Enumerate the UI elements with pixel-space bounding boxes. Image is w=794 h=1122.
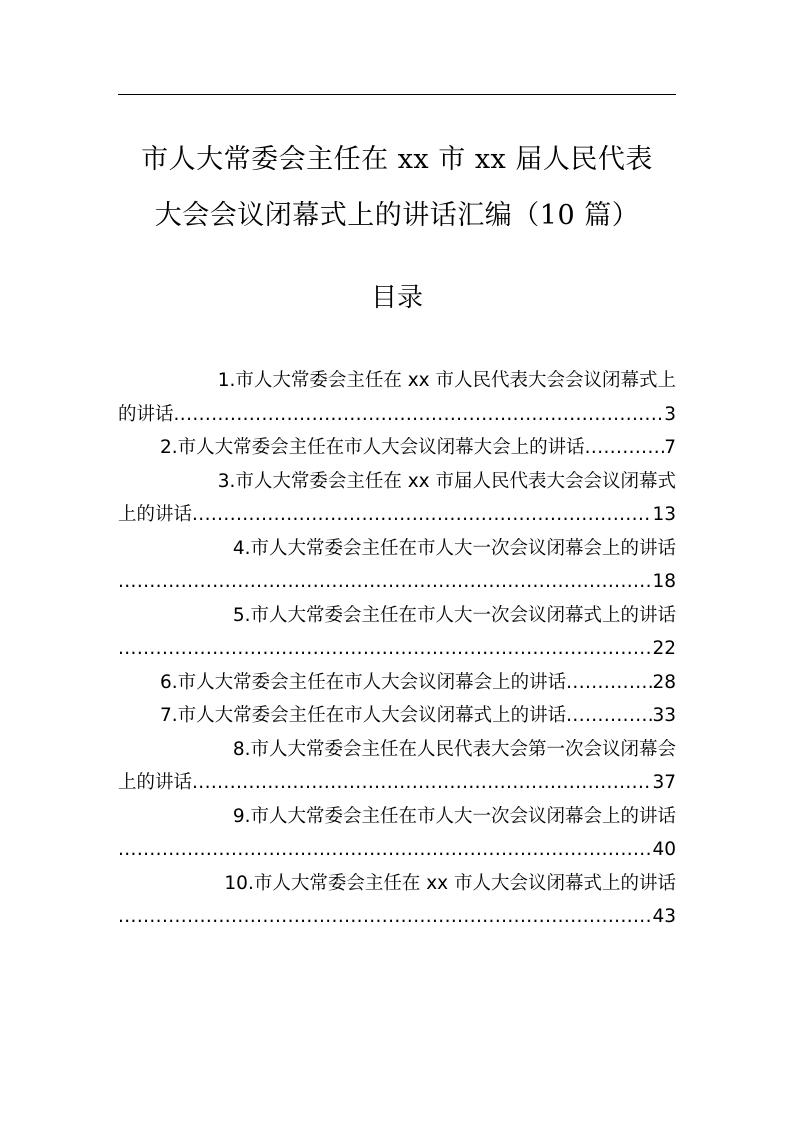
toc-leader-dots — [174, 398, 665, 432]
toc-entry-9[interactable] — [118, 800, 676, 867]
toc-leader-dots — [566, 666, 652, 700]
toc-entry-6[interactable] — [118, 666, 676, 700]
toc-entry-8[interactable] — [118, 733, 676, 800]
toc-page-number: 7 — [664, 437, 676, 458]
toc-page-number: 43 — [652, 906, 676, 927]
toc-entry-text: 6.市人大常委会主任在市人大会议闭幕会上的讲话 — [160, 671, 567, 693]
toc-entry-text: 2.市人大常委会主任在市人大会议闭幕大会上的讲话 — [160, 437, 585, 458]
toc-leader-dots — [118, 833, 652, 867]
toc-leader-dots — [585, 431, 665, 465]
toc-entry-2[interactable] — [118, 431, 676, 465]
toc-leader-dots — [118, 900, 652, 934]
toc-entry-text-continued: 上的讲话 — [118, 504, 193, 525]
toc-entry-text: 1.市人大常委会主任在 xx 市人民代表大会会议闭幕式上 — [217, 370, 676, 391]
toc-entry-text: 4.市人大常委会主任在市人大一次会议闭幕会上的讲话 — [232, 537, 676, 559]
toc-entry-text: 5.市人大常委会主任在市人大一次会议闭幕式上的讲话 — [232, 604, 676, 626]
toc-heading: 目录 — [370, 283, 423, 313]
toc-entry-7[interactable] — [118, 699, 676, 733]
toc-entry-text: 9.市人大常委会主任在市人大一次会议闭幕会上的讲话 — [232, 805, 676, 827]
toc-entry-3[interactable] — [118, 465, 676, 532]
toc-entry-text: 3.市人大常委会主任在 xx 市届人民代表大会会议闭幕式 — [217, 470, 676, 492]
document-title-line-2: 大会会议闭幕式上的讲话汇编（10 篇） — [154, 200, 640, 231]
toc-entry-text: 7.市人大常委会主任在市人大会议闭幕式上的讲话 — [160, 705, 567, 726]
toc-page-number: 28 — [652, 671, 676, 693]
toc-leader-dots — [192, 766, 652, 800]
toc-leader-dots — [118, 565, 652, 599]
toc-page-number: 22 — [652, 638, 676, 659]
toc-entry-text: 10.市人大常委会主任在 xx 市人大会议闭幕式上的讲话 — [224, 872, 676, 894]
toc-leader-dots — [566, 699, 652, 733]
toc-leader-dots — [192, 498, 652, 532]
document-title — [118, 132, 676, 244]
toc-entry-text-continued: 上的讲话 — [118, 772, 193, 793]
toc-page-number: 40 — [652, 839, 676, 860]
toc-entry-text: 8.市人大常委会主任在人民代表大会第一次会议闭幕会 — [232, 738, 676, 760]
document-title-line-1: 市人大常委会主任在 xx 市 xx 届人民代表 — [141, 144, 653, 175]
toc-page-number: 33 — [652, 705, 676, 726]
toc-entry-text-continued: 的讲话 — [118, 403, 174, 425]
toc-leader-dots — [118, 632, 652, 666]
toc-entry-1[interactable] — [118, 364, 676, 431]
toc-page-number: 37 — [652, 772, 676, 793]
toc-entry-10[interactable] — [118, 867, 676, 934]
toc-entry-4[interactable] — [118, 532, 676, 599]
toc-page-number: 3 — [664, 403, 676, 425]
toc-entry-5[interactable] — [118, 599, 676, 666]
table-of-contents — [118, 364, 676, 934]
header-rule — [118, 94, 676, 95]
toc-page-number: 18 — [652, 571, 676, 592]
toc-page-number: 13 — [652, 504, 676, 525]
